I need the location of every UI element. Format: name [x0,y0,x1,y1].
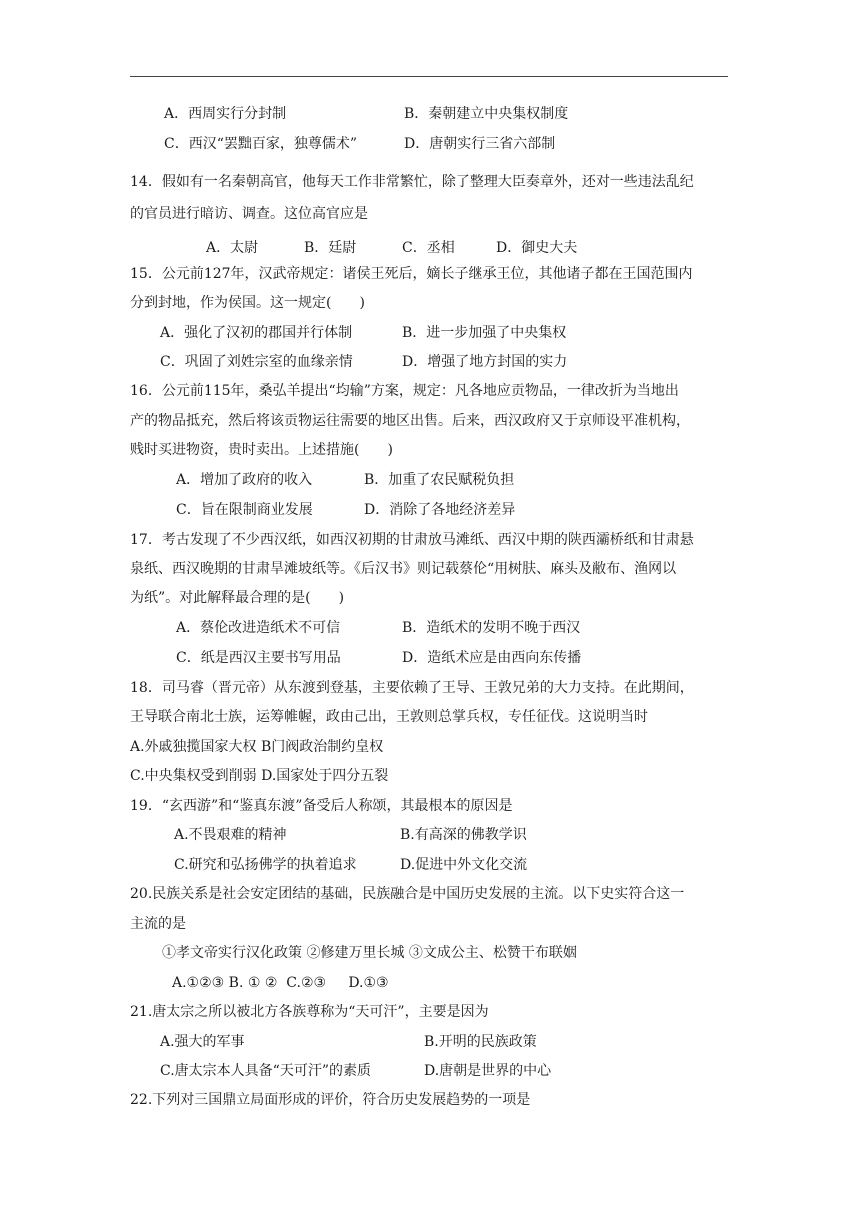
q17-stem-line3: 为纸”。对此解释最合理的是( ) [130,590,345,606]
q14-option-a: A．太尉 [206,240,259,256]
q16-stem-line2: 产的物品抵充，然后将该贡物运往需要的地区出售。后来，西汉政府又于京师设平准机构， [130,413,690,429]
q19-option-b: B.有高深的佛教学识 [400,827,527,843]
q21-stem: 21.唐太宗之所以被北方各族尊称为“天可汗”，主要是因为 [130,1004,489,1020]
q16-option-b: B．加重了农民赋税负担 [364,472,515,488]
q19-stem: 19．“玄西游”和“鉴真东渡”备受后人称颂，其最根本的原因是 [130,798,513,814]
q14-option-d: D．御史大夫 [496,240,578,256]
q17-stem-line1: 17．考古发现了不少西汉纸，如西汉初期的甘肃放马滩纸、西汉中期的陕西灞桥纸和甘肃悬 [130,532,694,548]
q20-stem-line2: 主流的是 [130,916,186,932]
q21-option-b: B.开明的民族政策 [424,1034,537,1050]
q19-option-a: A.不畏艰难的精神 [174,827,287,843]
q17-option-d: D．造纸术应是由西向东传播 [402,650,582,666]
q14-option-c: C．丞相 [402,240,455,256]
q22-stem: 22.下列对三国鼎立局面形成的评价，符合历史发展趋势的一项是 [130,1092,531,1108]
q17-option-a: A．蔡伦改进造纸术不可信 [176,620,341,636]
q13-option-c: C．西汉“罢黜百家，独尊儒术” [164,136,358,152]
q16-option-c: C．旨在限制商业发展 [176,502,313,518]
q21-option-c: C.唐太宗本人具备“天可汗”的素质 [160,1063,371,1079]
header-rule [130,76,728,77]
q20-items: ①孝文帝实行汉化政策 ②修建万里长城 ③文成公主、松赞干布联姻 [162,945,577,961]
q13-option-b: B．秦朝建立中央集权制度 [404,106,569,122]
q17-option-b: B．造纸术的发明不晚于西汉 [402,620,581,636]
q16-option-d: D．消除了各地经济差异 [364,502,516,518]
q15-option-d: D．增强了地方封国的实力 [402,354,568,370]
q15-stem-line1: 15．公元前127年，汉武帝规定：诸侯王死后，嫡长子继承王位，其他诸子都在王国范围内 [130,266,693,282]
q18-options-line2: C.中央集权受到削弱 D.国家处于四分五裂 [130,768,389,784]
q15-option-a: A．强化了汉初的郡国并行体制 [160,325,353,341]
q21-option-d: D.唐朝是世界的中心 [424,1063,552,1079]
q15-stem-line2: 分到封地，作为侯国。这一规定( ) [130,295,365,311]
q20-stem-line1: 20.民族关系是社会安定团结的基础，民族融合是中国历史发展的主流。以下史实符合这一 [130,886,685,902]
q18-options-line1: A.外戚独揽国家大权 B门阀政治制约皇权 [130,739,384,755]
q15-option-c: C．巩固了刘姓宗室的血缘亲情 [160,354,353,370]
q20-options: A.①②③ B. ① ② C.②③ D.①③ [172,975,389,991]
q16-option-a: A．增加了政府的收入 [176,472,313,488]
q15-option-b: B．进一步加强了中央集权 [402,325,567,341]
q16-stem-line1: 16．公元前115年，桑弘羊提出“均输”方案，规定：凡各地应贡物品，一律改折为当地出 [130,383,679,399]
q14-stem-line2: 的官员进行暗访、调查。这位高官应是 [130,206,368,222]
q14-stem-line1: 14．假如有一名秦朝高官，他每天工作非常繁忙，除了整理大臣奏章外，还对一些违法乱纪 [130,174,694,190]
q19-option-d: D.促进中外文化交流 [400,857,528,873]
q17-option-c: C．纸是西汉主要书写用品 [176,650,341,666]
q16-stem-line3: 贱时买进物资，贵时卖出。上述措施( ) [130,442,393,458]
q13-option-a: A．西周实行分封制 [164,106,287,122]
q19-option-c: C.研究和弘扬佛学的执着追求 [174,857,357,873]
q21-option-a: A.强大的军事 [160,1034,245,1050]
q17-stem-line2: 泉纸、西汉晚期的甘肃旱滩坡纸等。《后汉书》则记载蔡伦“用树肤、麻头及敝布、渔网以 [130,561,677,577]
q18-stem-line1: 18．司马睿（晋元帝）从东渡到登基，主要依赖了王导、王敦兄弟的大力支持。在此期间， [130,680,694,696]
q13-option-d: D．唐朝实行三省六部制 [404,136,556,152]
q14-option-b: B．廷尉 [304,240,357,256]
q18-stem-line2: 王导联合南北士族，运筹帷幄，政由己出，王敦则总掌兵权，专任征伐。这说明当时 [130,709,648,725]
